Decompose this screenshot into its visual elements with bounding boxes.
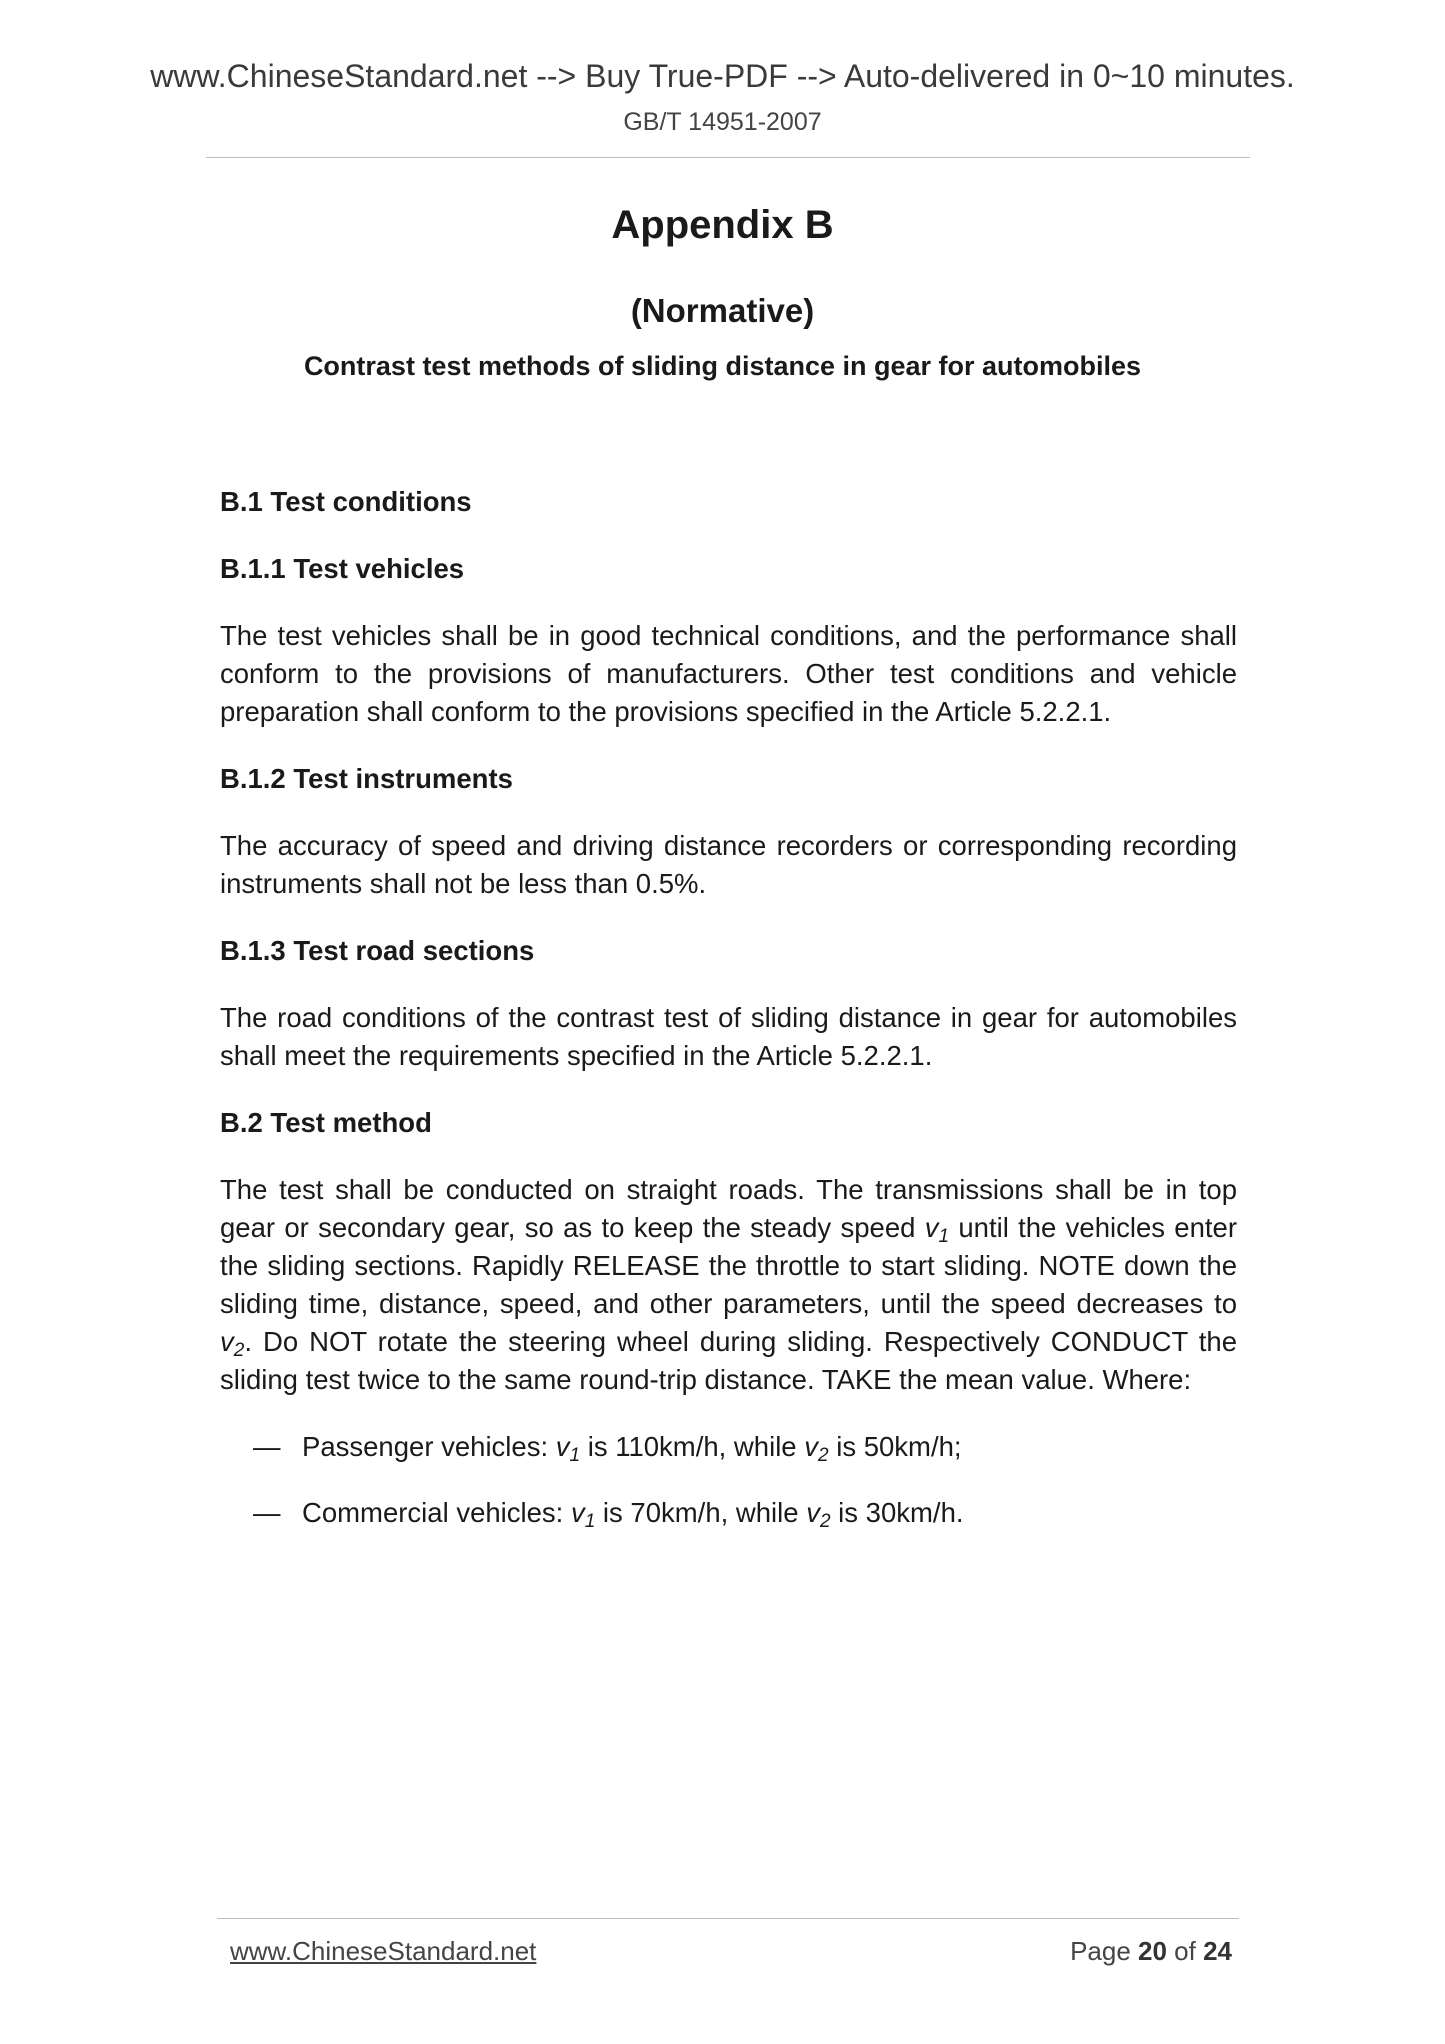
heading-b1-1: B.1.1 Test vehicles	[220, 553, 465, 584]
variable-v2: $v_2$	[804, 1431, 829, 1466]
paragraph-b1-1: The test vehicles shall be in good technical conditions, and the performance shall conform to the provisions of manufacturers. Other test conditions and vehicle preparation shall conform to the provisions specified in the Article 5.2.2.1.	[220, 620, 1237, 727]
b2-text-part-2: until the vehicles enter the sliding sections. Rapidly RELEASE the throttle to start sliding. NOTE down the sliding time, distance, speed, and other parameters, until the speed decreases to	[220, 1212, 1237, 1319]
document-code: GB/T 14951-2007	[623, 108, 822, 136]
footer-site-link[interactable]: www.ChineseStandard.net	[230, 1936, 537, 1966]
variable-v2: $v_2$	[806, 1497, 831, 1532]
appendix-body	[220, 483, 1237, 1560]
appendix-subtitle: Contrast test methods of sliding distance in gear for automobiles	[303, 351, 1142, 381]
paragraph-b1-2: The accuracy of speed and driving distance recorders or corresponding recording instruments shall not be less than 0.5%.	[220, 830, 1237, 899]
dash-marker: —	[253, 1431, 281, 1462]
top-banner: www.ChineseStandard.net --> Buy True-PDF --> Auto-delivered in 0~10 minutes.	[150, 58, 1295, 94]
variable-v2: $v_2$	[220, 1326, 245, 1361]
variable-v1: $v_1$	[555, 1431, 581, 1466]
total-pages: 24	[1203, 1936, 1232, 1966]
footer-divider	[217, 1918, 1239, 1919]
header-divider	[206, 157, 1250, 158]
list-item-passenger	[220, 1428, 1237, 1466]
appendix-title: Appendix B	[611, 203, 834, 247]
paragraph-b2	[220, 1171, 1237, 1399]
paragraph-b1-3: The road conditions of the contrast test of sliding distance in gear for automobiles shall meet the requirements specified in the Article 5.2.2.1.	[220, 1002, 1237, 1071]
heading-b1: B.1 Test conditions	[220, 486, 472, 517]
dash-marker: —	[253, 1497, 281, 1528]
variable-v1: $v_1$	[570, 1497, 596, 1532]
page-indicator: Page 20 of 24	[1070, 1936, 1232, 1966]
variable-v1: $v_1$	[924, 1212, 950, 1247]
bullet-text: Passenger vehicles: $v_1$ is 110km/h, while $v_2$ is 50km/h;	[302, 1431, 962, 1466]
normative-label: (Normative)	[630, 292, 815, 329]
list-item-commercial	[220, 1494, 1237, 1532]
b2-text-part-1: The test shall be conducted on straight roads. The transmissions shall be in top gear or secondary gear, so as to keep the steady speed	[220, 1174, 1237, 1243]
heading-b1-3: B.1.3 Test road sections	[220, 935, 535, 966]
bullet-text: Commercial vehicles: $v_1$ is 70km/h, while $v_2$ is 30km/h.	[302, 1497, 964, 1532]
b2-text-part-3: . Do NOT rotate the steering wheel during sliding. Respectively CONDUCT the sliding test twice to the same round-trip distance. TAKE the mean value. Where:	[220, 1326, 1237, 1395]
current-page-number: 20	[1138, 1936, 1167, 1966]
heading-b2: B.2 Test method	[220, 1107, 432, 1138]
heading-b1-2: B.1.2 Test instruments	[220, 763, 513, 794]
